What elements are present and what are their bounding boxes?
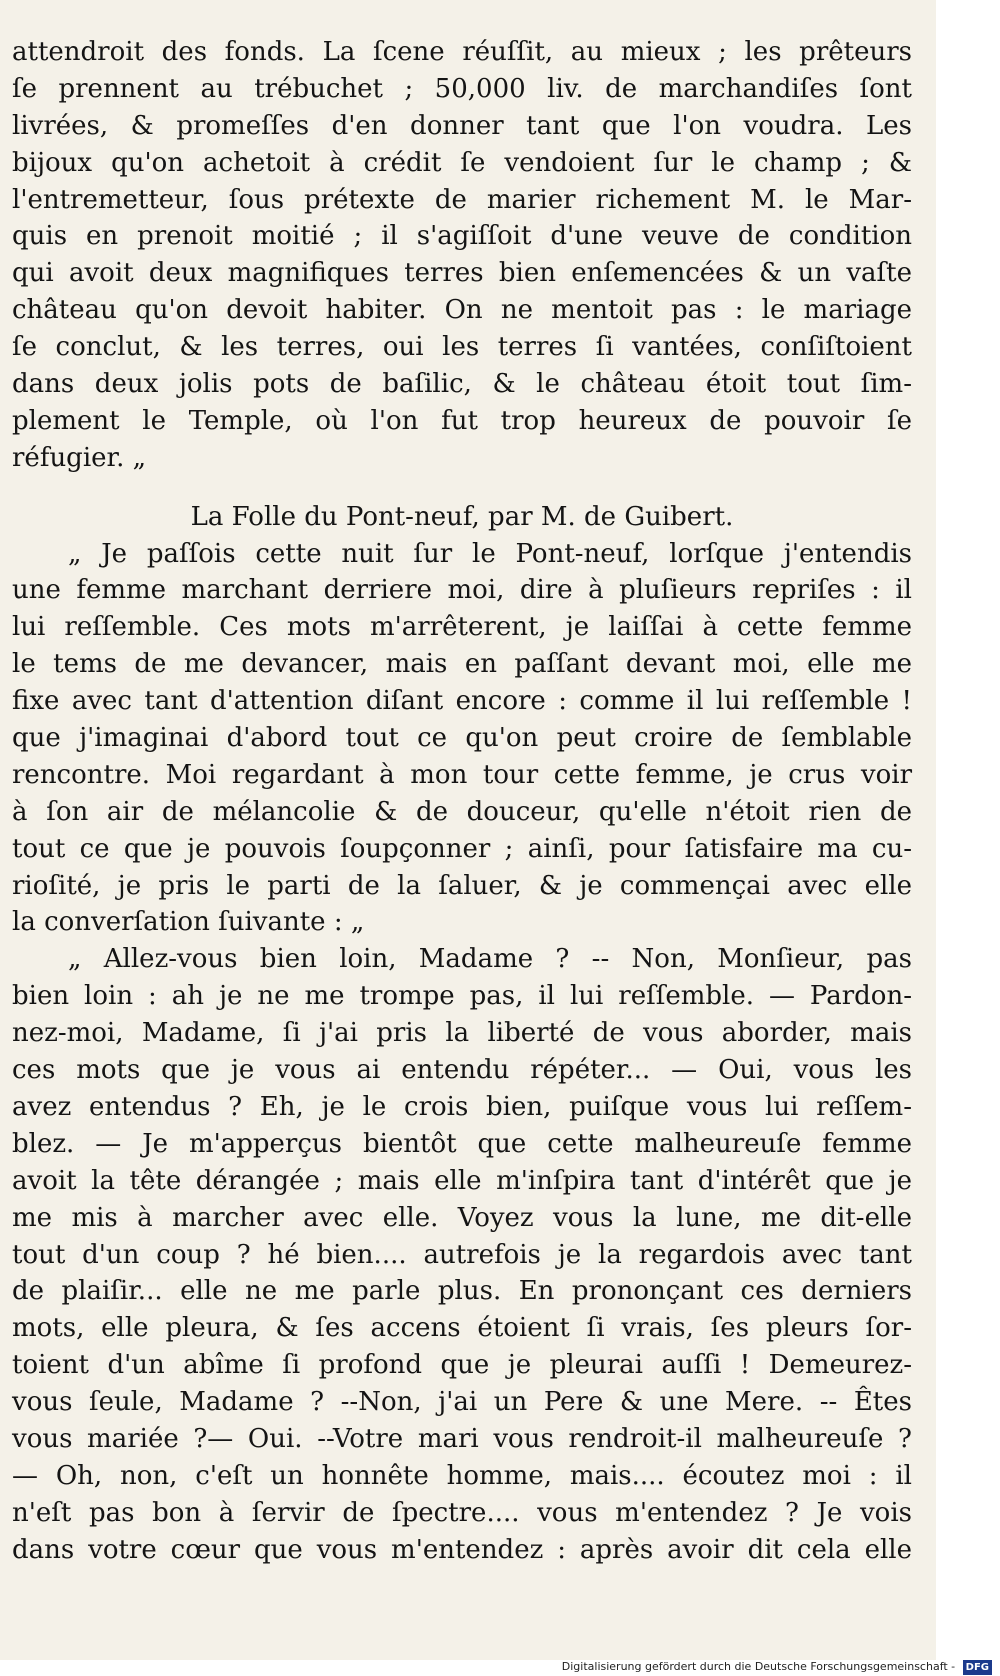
- text-line: ces mots que je vous ai entendu répéter... — Oui, vous les: [12, 1055, 912, 1086]
- text-line: dans deux jolis pots de baſilic, & le château étoit tout ſim-: [12, 369, 912, 400]
- text-line: mots, elle pleura, & ſes accens étoient ſi vrais, ſes pleurs ſor-: [12, 1313, 912, 1344]
- text-line: toient d'un abîme ſi profond que je pleurai auſſi ! Demeurez-: [12, 1350, 912, 1381]
- paragraph-narrative: [12, 536, 912, 942]
- text-line: tout d'un coup ? hé bien.... autrefois je la regardois avec tant: [12, 1239, 912, 1270]
- digitization-credit: [562, 1659, 992, 1675]
- text-line: vous mariée ?— Oui. --Votre mari vous rendroit-il malheureuſe ?: [12, 1423, 912, 1454]
- text-line: réfugier. „: [12, 442, 147, 473]
- text-line: qui avoit deux magnifiques terres bien enſemencées & un vaſte: [12, 258, 912, 289]
- page-text: [12, 34, 912, 1569]
- text-line: tout ce que je pouvois ſoupçonner ; ainſi, pour ſatisfaire ma cu-: [12, 833, 912, 864]
- text-line: bijoux qu'on achetoit à crédit ſe vendoient ſur le champ ; &: [12, 147, 912, 178]
- text-line: lui reſſemble. Ces mots m'arrêterent, je laiſſai à cette femme: [12, 612, 912, 643]
- text-line: attendroit des fonds. La ſcene réuſſit, au mieux ; les prêteurs: [12, 37, 912, 67]
- text-line: de plaiſir... elle ne me parle plus. En prononçant ces derniers: [12, 1276, 912, 1307]
- text-line: „ Je paſſois cette nuit ſur le Pont-neuf, lorſque j'entendis: [68, 538, 912, 569]
- text-line: ſe prennent au trébuchet ; 50,000 liv. de marchandiſes ſont: [12, 73, 912, 104]
- text-line: — Oh, non, c'eſt un honnête homme, mais.... écoutez moi : il: [12, 1460, 912, 1491]
- text-line: rencontre. Moi regardant à mon tour cette femme, je crus voir: [12, 759, 912, 790]
- text-line: blez. — Je m'apperçus bientôt que cette malheureuſe femme: [12, 1128, 912, 1159]
- text-line: château qu'on devoit habiter. On ne mentoit pas : le mariage: [12, 295, 912, 326]
- text-line: me mis à marcher avec elle. Voyez vous la lune, me dit-elle: [12, 1202, 912, 1233]
- text-line: quis en prenoit moitié ; il s'agiſſoit d'une veuve de condition: [12, 221, 912, 252]
- text-line: l'entremetteur, ſous prétexte de marier richement M. le Mar-: [12, 184, 912, 215]
- credit-text: Digitalisierung gefördert durch die Deutsche Forschungsgemeinschaft -: [561, 1660, 956, 1673]
- text-line: dans votre cœur que vous m'entendez : après avoir dit cela elle: [12, 1534, 912, 1565]
- text-line: bien loin : ah je ne me trompe pas, il lui reſſemble. — Pardon-: [12, 981, 912, 1012]
- text-line: à ſon air de mélancolie & de douceur, qu'elle n'étoit rien de: [12, 796, 912, 827]
- paragraph-continuation: [12, 34, 912, 477]
- text-line: avoit la tête dérangée ; mais elle m'inſpira tant d'intérêt que je: [12, 1165, 912, 1196]
- text-line: avez entendus ? Eh, je le crois bien, puiſque vous lui reſſem-: [12, 1091, 912, 1122]
- section-heading: La Folle du Pont-neuf, par M. de Guibert.: [190, 501, 734, 532]
- paragraph-dialogue: [12, 941, 912, 1568]
- text-line: une femme marchant derriere moi, dire à pluſieurs repriſes : il: [12, 575, 912, 606]
- text-line: que j'imaginai d'abord tout ce qu'on peut croire de ſemblable: [12, 723, 912, 754]
- text-line: le tems de me devancer, mais en paſſant devant moi, elle me: [12, 649, 912, 680]
- text-line: plement le Temple, où l'on fut trop heureux de pouvoir ſe: [12, 405, 912, 436]
- text-line: ſe conclut, & les terres, oui les terres ſi vantées, conſiſtoient: [12, 332, 912, 363]
- text-line: la converſation ſuivante : „: [12, 907, 365, 938]
- text-line: n'eſt pas bon à ſervir de ſpectre.... vous m'entendez ? Je vois: [12, 1497, 912, 1528]
- text-line: fixe avec tant d'attention diſant encore : comme il lui reſſemble !: [12, 686, 912, 717]
- text-line: nez-moi, Madame, ſi j'ai pris la liberté de vous aborder, mais: [12, 1018, 912, 1049]
- text-line: livrées, & promeſſes d'en donner tant que l'on voudra. Les: [12, 110, 912, 141]
- section-gap: [12, 477, 912, 499]
- dfg-logo: DFG: [963, 1660, 992, 1675]
- text-line: vous ſeule, Madame ? --Non, j'ai un Pere & une Mere. -- Êtes: [12, 1387, 912, 1418]
- text-line: rioſité, je pris le parti de la ſaluer, & je commençai avec elle: [12, 870, 912, 901]
- text-line: „ Allez-vous bien loin, Madame ? -- Non, Monſieur, pas: [68, 944, 912, 975]
